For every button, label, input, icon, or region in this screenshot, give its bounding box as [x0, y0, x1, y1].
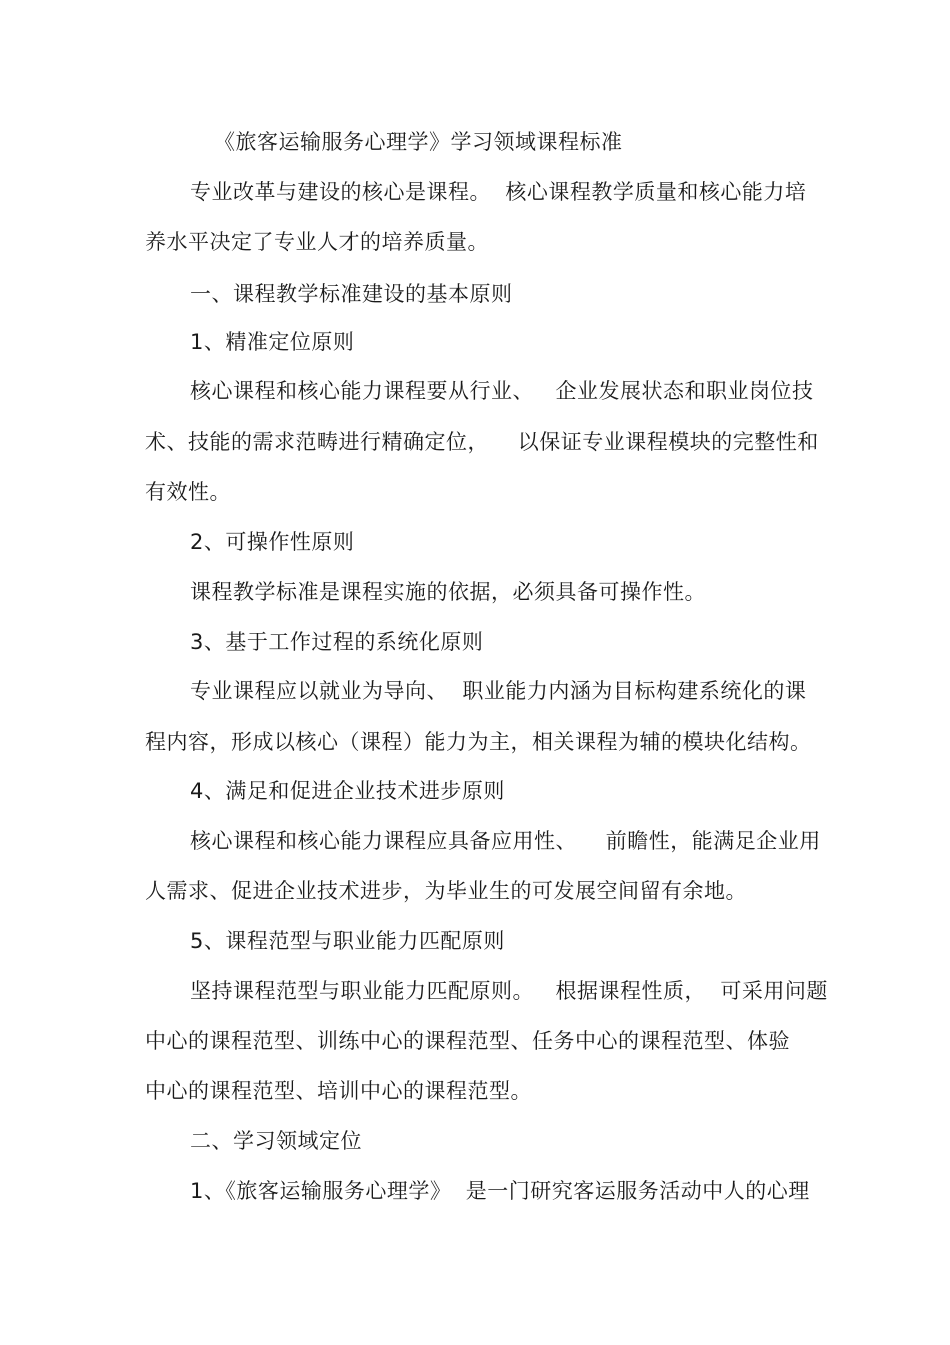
paragraph-line: 中心的课程范型、训练中心的课程范型、任务中心的课程范型、体验 [145, 1029, 790, 1053]
paragraph-line: 1、《旅客运输服务心理学》 是一门研究客运服务活动中人的心理 [190, 1179, 810, 1203]
document-title: 《旅客运输服务心理学》学习领域课程标准 [214, 130, 623, 154]
paragraph-line: 核心课程和核心能力课程应具备应用性、 前瞻性，能满足企业用 [190, 829, 821, 853]
section-heading: 一、课程教学标准建设的基本原则 [190, 282, 513, 306]
section-heading: 二、学习领域定位 [190, 1129, 362, 1153]
paragraph-line: 专业改革与建设的核心是课程。 核心课程教学质量和核心能力培 [190, 180, 807, 204]
paragraph-line: 中心的课程范型、培训中心的课程范型。 [145, 1079, 532, 1103]
paragraph-line: 坚持课程范型与职业能力匹配原则。 根据课程性质， 可采用问题 [190, 979, 828, 1003]
paragraph-line: 程内容，形成以核心（课程）能力为主，相关课程为辅的模块化结构。 [145, 730, 812, 754]
paragraph-line: 有效性。 [145, 480, 231, 504]
paragraph-line: 术、技能的需求范畴进行精确定位， 以保证专业课程模块的完整性和 [145, 430, 819, 454]
subsection-heading: 3、基于工作过程的系统化原则 [190, 630, 484, 654]
subsection-heading: 2、可操作性原则 [190, 530, 355, 554]
paragraph-line: 专业课程应以就业为导向、 职业能力内涵为目标构建系统化的课 [190, 679, 807, 703]
paragraph-line: 养水平决定了专业人才的培养质量。 [145, 230, 489, 254]
subsection-heading: 4、满足和促进企业技术进步原则 [190, 779, 505, 803]
paragraph-line: 核心课程和核心能力课程要从行业、 企业发展状态和职业岗位技 [190, 379, 814, 403]
paragraph-line: 课程教学标准是课程实施的依据，必须具备可操作性。 [190, 580, 706, 604]
subsection-heading: 1、精准定位原则 [190, 330, 355, 354]
paragraph-line: 人需求、促进企业技术进步，为毕业生的可发展空间留有余地。 [145, 879, 747, 903]
subsection-heading: 5、课程范型与职业能力匹配原则 [190, 929, 505, 953]
